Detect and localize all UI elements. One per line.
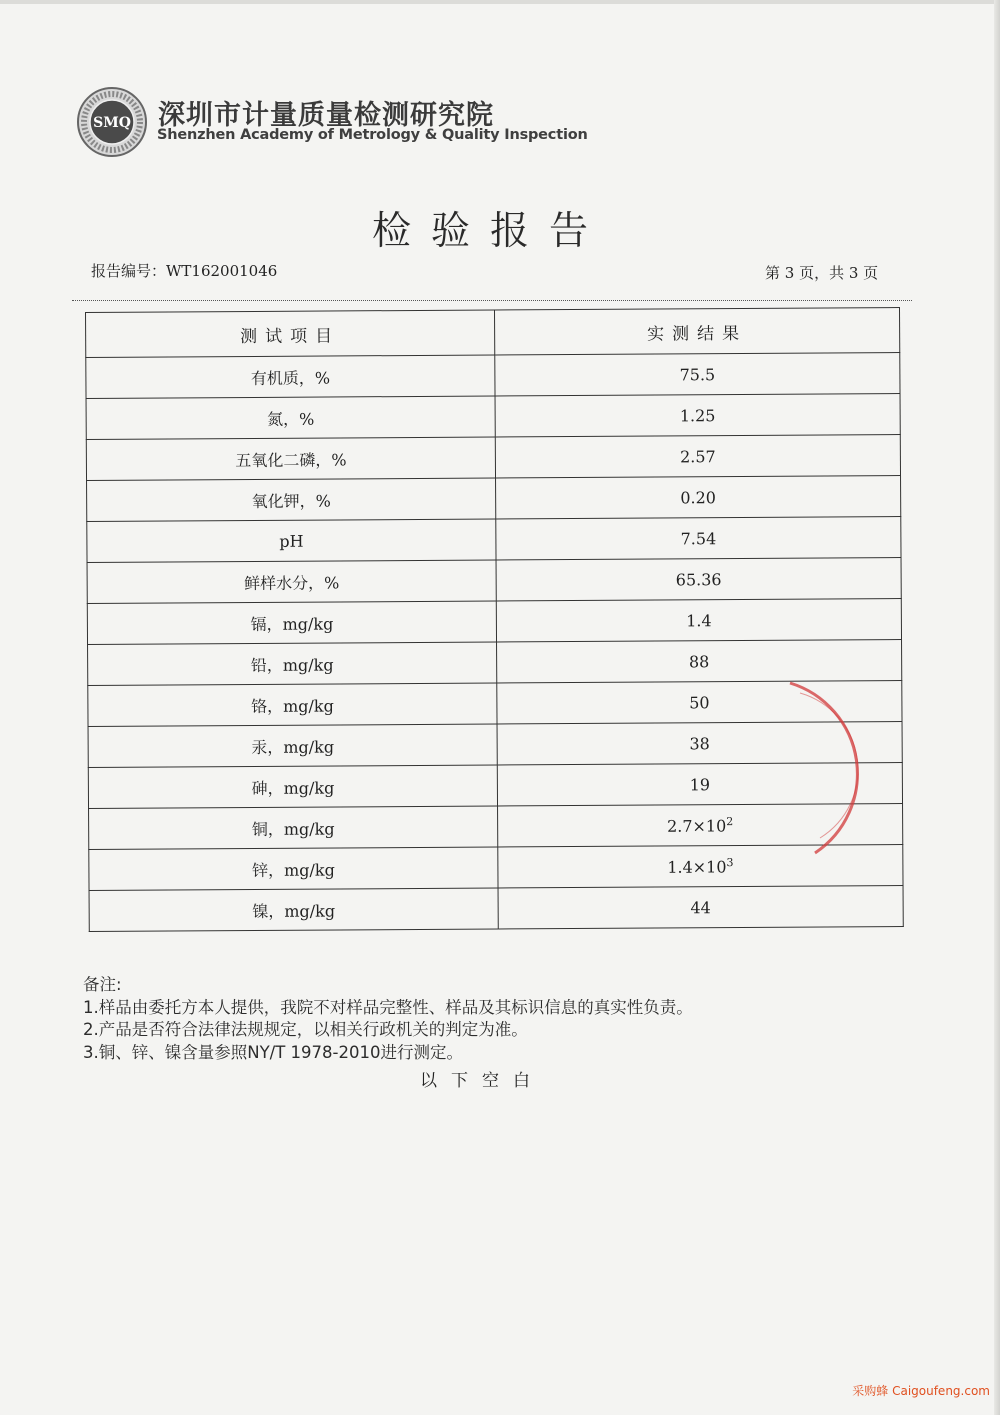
page-info: 第 3 页，共 3 页 (765, 264, 879, 282)
column-header-item: 测试项目 (86, 310, 495, 357)
test-item: 有机质，% (86, 355, 495, 398)
table-row (89, 886, 903, 932)
test-result: 44 (498, 886, 903, 929)
test-result: 88 (497, 640, 902, 683)
note-line: 2.产品是否符合法律法规规定，以相关行政机关的判定为准。 (83, 1020, 528, 1039)
institute-name-en: Shenzhen Academy of Metrology & Quality Inspection (157, 127, 588, 143)
notes-section (83, 974, 693, 1064)
test-item: 锌，mg/kg (89, 847, 498, 890)
page-right-edge (994, 0, 1000, 1415)
result-exponent: 2 (726, 814, 734, 828)
table-row (86, 353, 900, 399)
test-item: 砷，mg/kg (88, 765, 497, 808)
test-item: 汞，mg/kg (88, 724, 497, 767)
test-item: 鲜样水分，% (87, 560, 496, 603)
test-item: 氧化钾，% (87, 478, 496, 521)
test-result: 1.4×10 (667, 857, 727, 877)
table-row (86, 394, 900, 440)
test-item: 镉，mg/kg (87, 601, 496, 644)
smq-logo-icon (76, 86, 148, 158)
test-result: 75.5 (495, 353, 900, 396)
table-header-row (86, 308, 900, 358)
notes-heading: 备注: (83, 975, 122, 994)
test-result: 65.36 (496, 558, 901, 601)
test-result: 19 (497, 763, 902, 806)
table-row (87, 558, 901, 604)
end-of-report-mark: 以下空白 (420, 1071, 544, 1091)
header-divider (72, 300, 912, 301)
test-result: 0.20 (496, 476, 901, 519)
site-watermark: 采购蜂 Caigoufeng.com (852, 1384, 990, 1398)
table-row (86, 435, 900, 481)
test-result: 38 (497, 722, 902, 765)
column-header-result: 实测结果 (494, 308, 899, 355)
note-line: 1.样品由委托方本人提供，我院不对样品完整性、样品及其标识信息的真实性负责。 (83, 997, 693, 1017)
test-result: 7.54 (496, 517, 901, 560)
table-row (87, 517, 901, 563)
note-line: 3.铜、锌、镍含量参照NY/T 1978-2010进行测定。 (83, 1042, 463, 1062)
test-item: 氮，% (86, 396, 495, 439)
page-top-edge (0, 0, 1000, 4)
test-item: 五氧化二磷，% (86, 437, 495, 480)
test-item: 铜，mg/kg (89, 806, 498, 849)
test-item: 铬，mg/kg (88, 683, 497, 726)
test-item: 铅，mg/kg (88, 642, 497, 685)
report-number: 报告编号：WT162001046 (91, 262, 278, 280)
test-result: 1.4 (496, 599, 901, 642)
test-result: 2.7×10 (666, 816, 727, 836)
table-row (87, 476, 901, 522)
logo-text: SMQ (93, 115, 131, 131)
test-result: 1.25 (495, 394, 900, 437)
table-row (87, 599, 901, 645)
test-result: 50 (497, 681, 902, 724)
institute-name-cn: 深圳市计量质量检测研究院 (158, 100, 494, 131)
test-result: 2.57 (495, 435, 900, 478)
official-stamp-icon (760, 668, 870, 868)
result-exponent: 3 (726, 855, 734, 869)
report-title: 检验报告 (371, 209, 608, 254)
test-item: 镍，mg/kg (89, 888, 498, 931)
test-item: pH (87, 519, 496, 562)
